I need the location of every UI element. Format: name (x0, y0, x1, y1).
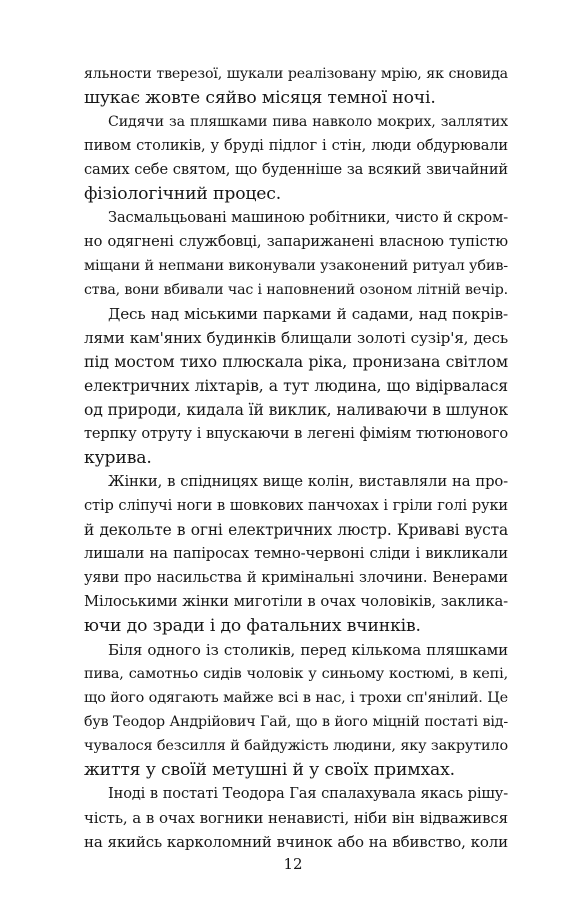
text-line: терпку отруту і впускаючи в легені фіміям тютюнового (84, 425, 508, 442)
text-line: на якийсь карколомний вчинок або на вбивство, коли (84, 833, 508, 851)
text-line: пивом столиків, у бруді підлог і стін, люди обдурювали (84, 137, 508, 154)
text-line: шукає жовте сяйво місяця темної ночі. (84, 88, 436, 108)
text-line: чувалося безсилля й байдужість людини, яку закрутило (84, 738, 508, 754)
text-line: фізіологічний процес. (84, 184, 282, 204)
text-line: ства, вони вбивали час і наповнений озоном літній вечір. (84, 282, 508, 298)
text-line: Сидячи за пляшками пива навколо мокрих, заллятих (108, 114, 508, 130)
text-line: пива, самотньо сидів чоловік у синьому костюмі, в кепі, (84, 666, 508, 682)
text-line: під мостом тихо плюскала ріка, пронизана світлом (84, 352, 508, 371)
page-number: 12 (283, 855, 303, 873)
text-line: електричних ліхтарів, а тут людина, що відірвалася (84, 377, 508, 395)
text-line: Біля одного із столиків, перед кількома пляшками (108, 641, 508, 659)
text-line: Жінки, в спідницях вище колін, виставляли на про- (108, 473, 508, 490)
text-line: лишали на папіросах темно-червоні сліди і викликали (84, 545, 508, 562)
text-line: ючи до зради і до фатальних вчинків. (84, 616, 421, 636)
text-line: був Теодор Андрійович Гай, що в його міцній постаті від- (84, 714, 508, 730)
text-line: чість, а в очах вогники ненависті, ніби він відважився (84, 809, 508, 827)
text-line: яльности тверезої, шукали реалізовану мрію, як сновида (84, 66, 508, 82)
text-line: Мілоськими жінки миготіли в очах чоловіків, заклика- (84, 593, 508, 610)
text-line: но одягнені службовці, запарижанені власною тупістю (84, 233, 508, 250)
text-line: стір сліпучі ноги в шовкових панчохах і гріли голі руки (84, 497, 508, 514)
text-line: міщани й непмани виконували узаконений ритуал убив- (84, 258, 508, 274)
text-line: Засмальцьовані машиною робітники, чисто й скром- (108, 209, 508, 226)
text-line: курива. (84, 448, 152, 468)
text-line: лями кам'яних будинків блищали золоті сузір'я, десь (84, 329, 508, 347)
text-line: життя у своїй метушні й у своїх примхах. (84, 760, 455, 780)
text-line: самих себе святом, що буденніше за всякий звичайний (84, 161, 508, 178)
text-line: Іноді в постаті Теодора Гая спалахувала якась рішу- (108, 785, 508, 802)
text-line: й декольте в огні електричних люстр. Криваві вуста (84, 521, 508, 539)
text-line: що його одягають майже всі в нас, і трохи сп'янілий. Це (84, 690, 508, 706)
text-line: од природи, кидала їй виклик, наливаючи в шлунок (84, 401, 508, 419)
text-line: Десь над міськими парками й садами, над покрів- (108, 305, 508, 323)
text-line: уяви про насильства й кримінальні злочини. Венерами (84, 569, 508, 586)
